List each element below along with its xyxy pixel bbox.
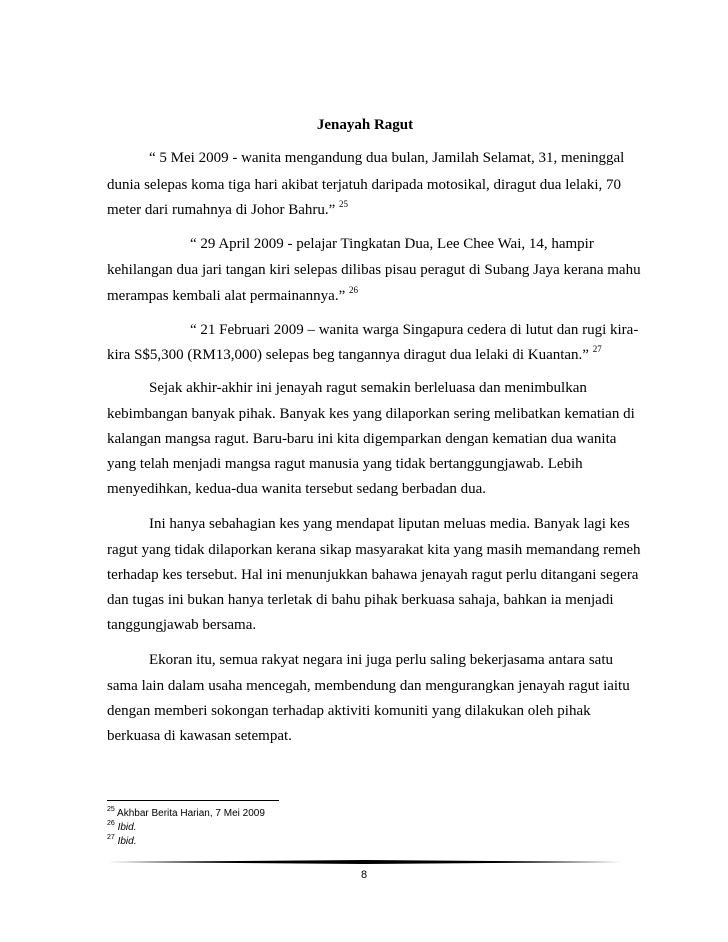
paragraph-6-line-1: Ekoran itu, semua rakyat negara ini juga perlu saling bekerjasama antara satu: [149, 652, 613, 668]
paragraph-3-line-1: “ 21 Februari 2009 – wanita warga Singapura cedera di lutut dan rugi kira-: [190, 322, 639, 338]
paragraph-1-line-1: “ 5 Mei 2009 - wanita mengandung dua bulan, Jamilah Selamat, 31, meninggal: [149, 150, 625, 166]
page-title: Jenayah Ragut: [316, 117, 414, 133]
paragraph-4-line-1: Sejak akhir-akhir ini jenayah ragut semakin berleluasa dan menimbulkan: [149, 380, 587, 396]
paragraph-3-line-2: kira S$5,300 (RM13,000) selepas beg tangannya diragut dua lelaki di Kuantan.” $^{27}$: [107, 344, 602, 363]
paragraph-5-line-5: tanggungjawab bersama.: [107, 617, 257, 633]
page-number: 8: [360, 869, 368, 881]
footnote-26: $^{26}$ Ibid.: [107, 820, 137, 833]
paragraph-1-line-2: dunia selepas koma tiga hari akibat terjatuh daripada motosikal, diragut dua lelaki, 70: [107, 177, 622, 193]
paragraph-6-line-4: berkuasa di kawasan setempat.: [107, 728, 292, 744]
paragraph-5-line-2: ragut yang tidak dilaporkan kerana sikap masyarakat kita yang masih memandang remeh: [107, 542, 641, 558]
paragraph-2-line-3: merampas kembali alat permainannya.” $^{26}$: [107, 285, 358, 304]
footnote-25: $^{25}$ Akhbar Berita Harian, 7 Mei 2009: [107, 806, 265, 819]
paragraph-6-line-3: dengan memberi sokongan terhadap aktiviti komuniti yang dilakukan oleh pihak: [107, 703, 591, 719]
paragraph-4-line-4: yang telah menjadi mangsa ragut manusia yang tidak bertanggungjawab. Lebih: [107, 456, 583, 472]
paragraph-5-line-3: terhadap kes tersebut. Hal ini menunjukkan bahawa jenayah ragut perlu ditangani segera: [107, 567, 639, 583]
paragraph-2-line-2: kehilangan dua jari tangan kiri selepas dilibas pisau peragut di Subang Jaya kerana mahu: [107, 262, 641, 278]
paragraph-5-line-1: Ini hanya sebahagian kes yang mendapat liputan meluas media. Banyak lagi kes: [149, 516, 630, 532]
paragraph-4-line-3: kalangan mangsa ragut. Baru-baru ini kita digemparkan dengan kematian dua wanita: [107, 431, 617, 447]
footer-rule: [107, 860, 621, 864]
footnote-ref-26: 26: [348, 285, 358, 295]
paragraph-4-line-5: menyedihkan, kedua-dua wanita tersebut sedang berbadan dua.: [107, 481, 487, 497]
paragraph-4-line-2: kebimbangan banyak pihak. Banyak kes yang dilaporkan sering melibatkan kematian di: [107, 406, 635, 422]
footnote-27: $^{27}$ Ibid.: [107, 834, 137, 847]
paragraph-6-line-2: sama lain dalam usaha mencegah, membendung dan mengurangkan jenayah ragut iaitu: [107, 678, 630, 694]
footnote-ref-27: 27: [592, 344, 602, 354]
footnote-separator: [107, 800, 279, 801]
footnote-ref-25: 25: [339, 199, 349, 209]
paragraph-2-line-1: “ 29 April 2009 - pelajar Tingkatan Dua, Lee Chee Wai, 14, hampir: [190, 236, 594, 252]
paragraph-1-line-3: meter dari rumahnya di Johor Bahru.” $^{25}$: [107, 199, 349, 218]
paragraph-5-line-4: dan tugas ini bukan hanya terletak di bahu pihak berkuasa sahaja, bahkan ia menjadi: [107, 592, 614, 608]
